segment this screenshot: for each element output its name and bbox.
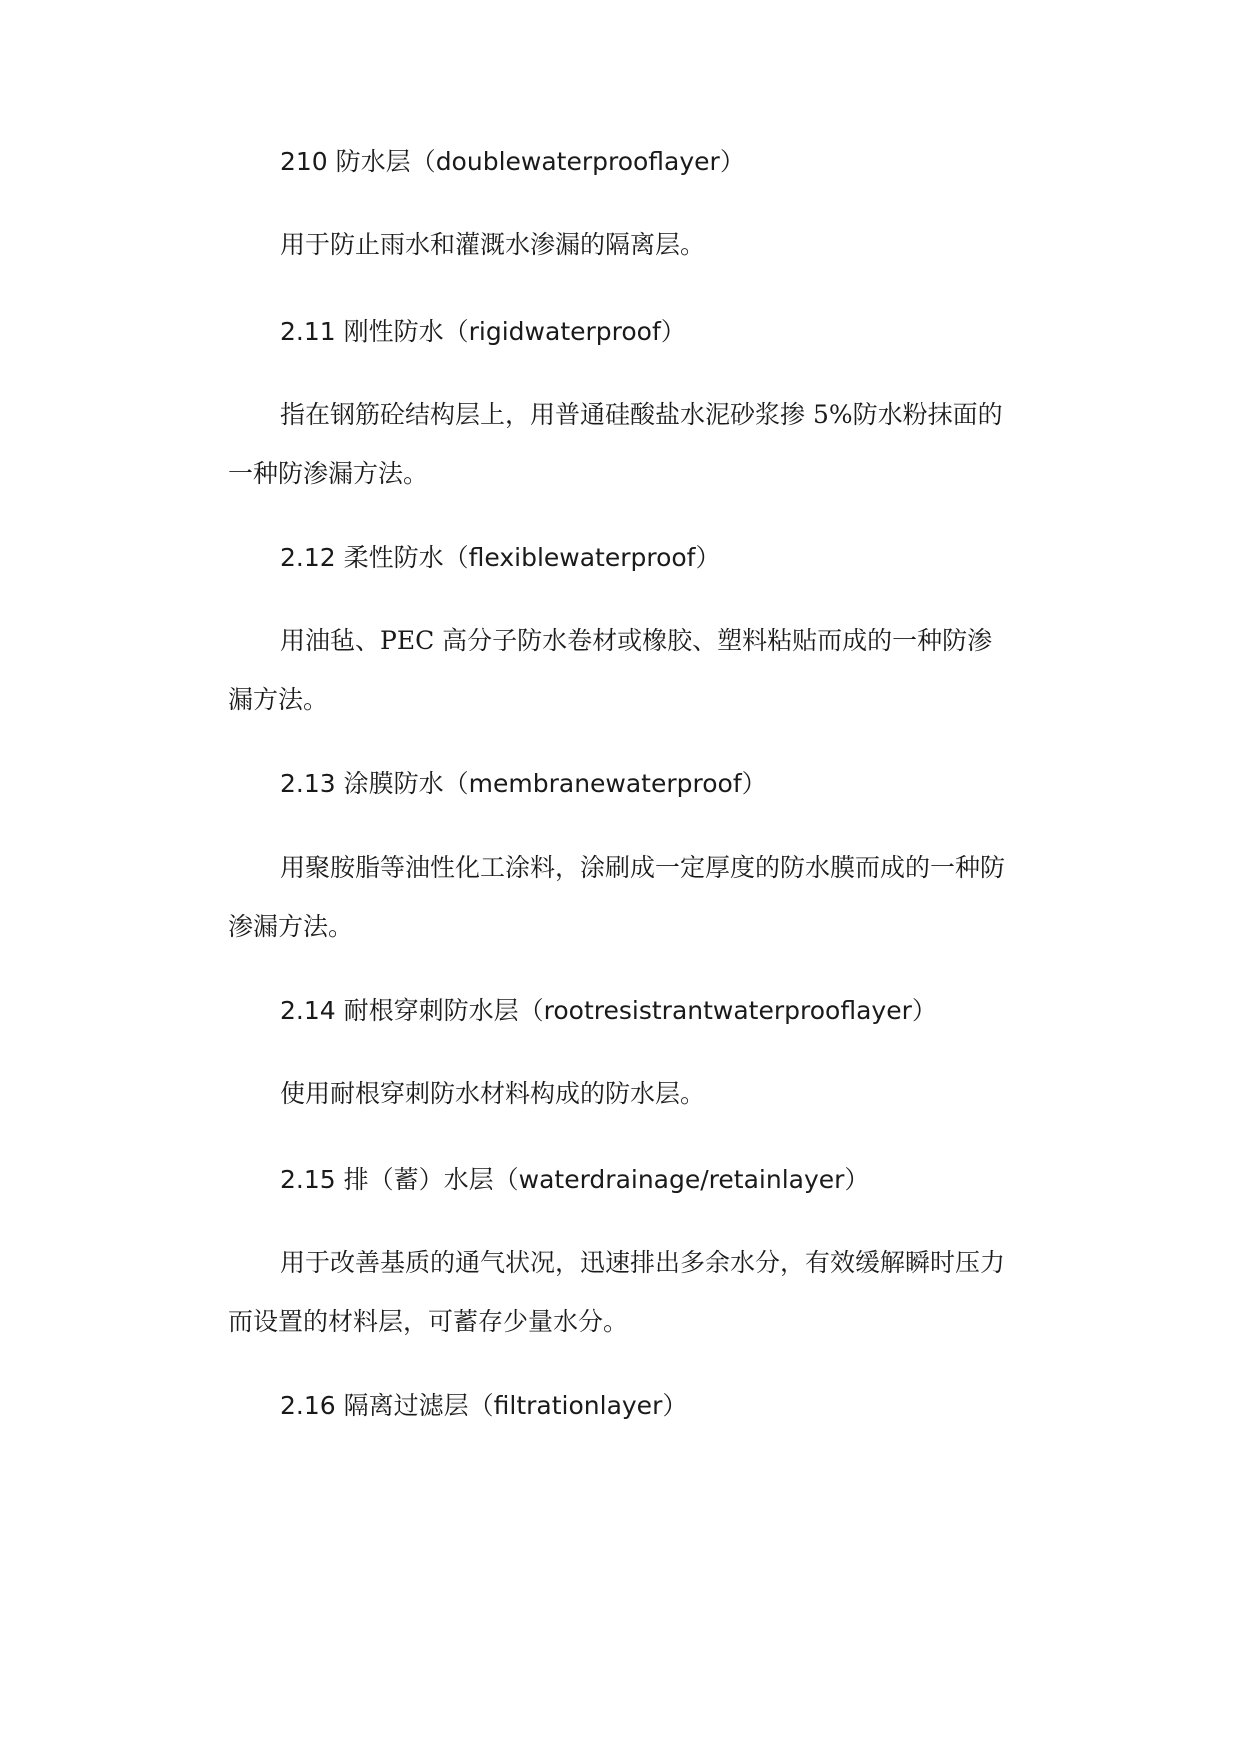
paragraph-line: 而设置的材料层，可蓄存少量水分。 — [228, 1307, 629, 1336]
heading-number: 2.13 — [280, 769, 336, 798]
section-heading-2-15 — [280, 1163, 1060, 1197]
section-heading-210 — [280, 145, 1060, 179]
heading-title-en: （filtrationlayer） — [468, 1391, 688, 1420]
heading-title-en: （doublewaterprooflayer） — [410, 147, 745, 176]
section-heading-2-13 — [280, 767, 1060, 801]
paragraph-line: 用于改善基质的通气状况，迅速排出多余水分，有效缓解瞬时压力 — [280, 1248, 1006, 1277]
section-heading-2-11 — [280, 315, 1060, 349]
heading-number: 2.16 — [280, 1391, 336, 1420]
heading-title-en: （rootresistrantwaterprooflayer） — [518, 996, 937, 1025]
heading-number: 2.12 — [280, 543, 336, 572]
paragraph-line: 指在钢筋砼结构层上，用普通硅酸盐水泥砂浆掺 5%防水粉抹面的 — [280, 400, 1003, 429]
heading-title-cn: 耐根穿刺防水层 — [343, 996, 519, 1025]
heading-title-cn: 防水层 — [335, 147, 411, 176]
heading-title-en: （rigidwaterproof） — [443, 317, 686, 346]
paragraph-line: 使用耐根穿刺防水材料构成的防水层。 — [280, 1079, 706, 1108]
heading-title-cn: 隔离过滤层 — [343, 1391, 469, 1420]
heading-title-cn: 柔性防水 — [343, 543, 444, 572]
paragraph-line: 用聚胺脂等油性化工涂料，涂刷成一定厚度的防水膜而成的一种防 — [280, 853, 1006, 882]
paragraph-line: 一种防渗漏方法。 — [228, 459, 429, 488]
heading-title-cn: 刚性防水 — [343, 317, 444, 346]
heading-title-cn: 排（蓄）水层 — [343, 1165, 494, 1194]
paragraph-line: 用于防止雨水和灌溉水渗漏的隔离层。 — [280, 230, 706, 259]
section-heading-2-12 — [280, 541, 1060, 575]
section-heading-2-14 — [280, 994, 1060, 1028]
paragraph-line: 漏方法。 — [228, 685, 329, 714]
heading-number: 210 — [280, 147, 328, 176]
heading-number: 2.11 — [280, 317, 336, 346]
heading-title-cn: 涂膜防水 — [343, 769, 444, 798]
heading-number: 2.15 — [280, 1165, 336, 1194]
heading-title-en: （flexiblewaterproof） — [443, 543, 721, 572]
heading-number: 2.14 — [280, 996, 336, 1025]
heading-title-en: （membranewaterproof） — [443, 769, 767, 798]
paragraph-line: 渗漏方法。 — [228, 912, 354, 941]
section-heading-2-16 — [280, 1389, 1060, 1423]
paragraph-line: 用油毡、PEC 高分子防水卷材或橡胶、塑料粘贴而成的一种防渗 — [280, 626, 993, 655]
heading-title-en: （waterdrainage/retainlayer） — [493, 1165, 870, 1194]
